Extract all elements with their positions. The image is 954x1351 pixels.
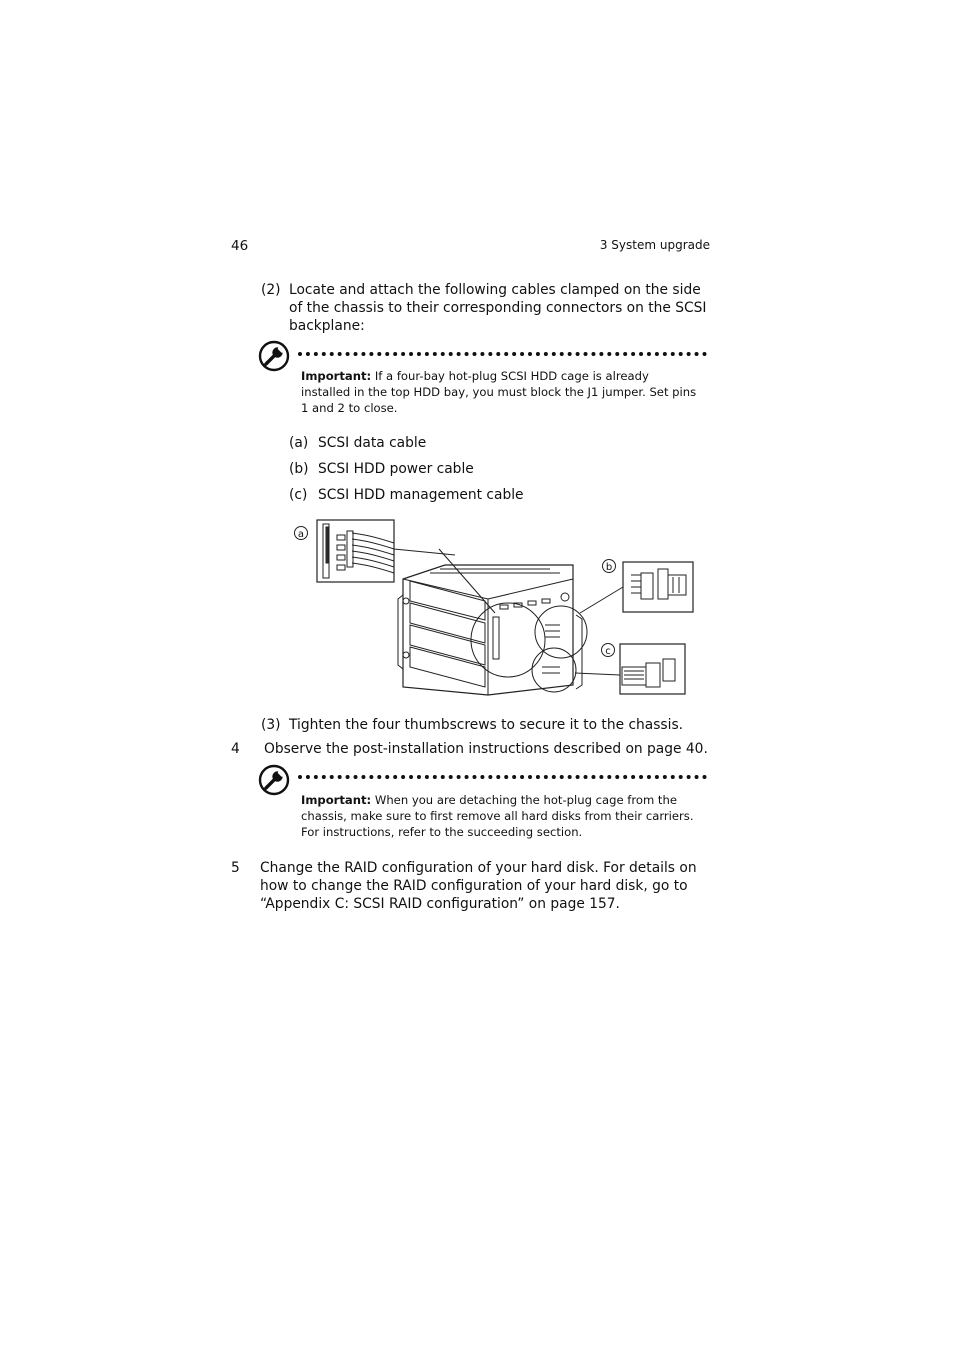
cable-b-letter: (b) — [289, 461, 309, 477]
figure-label-a: a — [297, 529, 305, 540]
step-4-number: 4 — [231, 741, 240, 757]
step-4-text: Observe the post-installation instructions described on page 40. — [264, 741, 708, 757]
cable-b-text: SCSI HDD power cable — [318, 461, 474, 477]
cable-connection-figure — [290, 515, 700, 705]
cable-a-letter: (a) — [289, 435, 309, 451]
running-head: 3 System upgrade — [599, 238, 710, 252]
note-1-text: If a four-bay hot-plug SCSI HDD cage is already installed in the top HDD bay, you must block the J1 jumper. Set pins 1 and 2 to close. — [301, 369, 697, 415]
step-5-text: Change the RAID configuration of your hard disk. For details on how to change the RAID configuration of your hard disk, go to “Appendix C: SCSI RAID configuration” on page 157. — [260, 860, 697, 912]
page-number: 46 — [231, 238, 249, 254]
note-1-label: Important: — [301, 369, 372, 383]
wrench-icon — [258, 340, 290, 372]
inset-c-management-cable — [620, 644, 685, 694]
step-2-text: Locate and attach the following cables clamped on the side of the chassis to their corresponding connectors on the SCSI backplane: — [289, 282, 707, 334]
note-2-divider — [298, 775, 707, 779]
step-3-number: (3) — [261, 717, 281, 733]
note-2-text: When you are detaching the hot-plug cage from the chassis, make sure to first remove all hard disks from their carriers. For instructions, refer to the succeeding section. — [301, 793, 694, 839]
note-1 — [301, 368, 701, 416]
cable-c-letter: (c) — [289, 487, 308, 503]
figure-label-c: c — [605, 646, 611, 657]
figure-label-b: b — [605, 562, 613, 573]
step-2-number: (2) — [261, 282, 281, 298]
step-3-text: Tighten the four thumbscrews to secure it to the chassis. — [289, 717, 684, 733]
inset-a-data-cable — [317, 520, 394, 582]
cable-a-text: SCSI data cable — [318, 435, 427, 451]
step-5-number: 5 — [231, 860, 240, 876]
note-2 — [301, 792, 703, 840]
wrench-icon — [258, 764, 290, 796]
note-1-divider — [298, 352, 707, 356]
note-2-label: Important: — [301, 793, 372, 807]
inset-b-power-cable — [623, 562, 693, 612]
hdd-cage-chassis — [398, 565, 582, 695]
cable-c-text: SCSI HDD management cable — [318, 487, 524, 503]
